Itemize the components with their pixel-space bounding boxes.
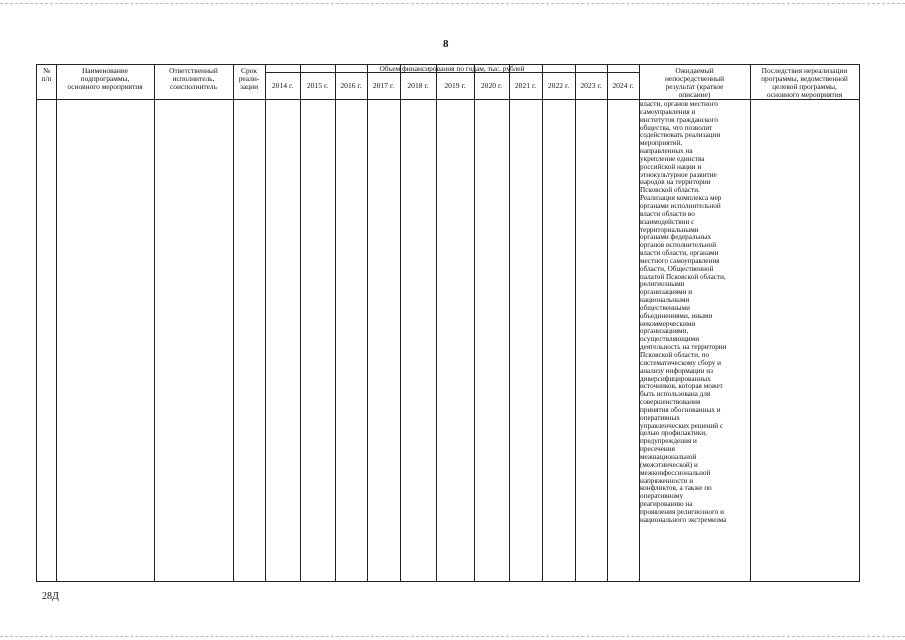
expected-result-line: органами федеральных (640, 233, 712, 242)
expected-result-line: деятельность на территории (640, 343, 727, 352)
header-funding-group: Объем финансирования по годам, тыс. рублей (379, 64, 525, 73)
expected-result-line: объединениями, иными (640, 311, 713, 320)
scan-edge-top (0, 3, 905, 4)
header-year: 2014 г. (271, 81, 294, 90)
expected-result-line: Псковской области, по (640, 351, 710, 359)
expected-result-line: национальными (640, 296, 690, 305)
header-year: 2019 г. (444, 81, 466, 90)
header-year: 2022 г. (547, 81, 570, 90)
expected-result-line: территориальными (640, 225, 699, 234)
col-divider (542, 65, 543, 581)
header-executor: Ответственный исполнитель, соисполнитель (169, 66, 218, 91)
expected-result-line: религиозными (640, 280, 685, 289)
expected-result-line: власти области во (640, 209, 695, 218)
expected-result-line: укрепление единства (640, 154, 705, 163)
expected-result-line: (межэтнической) и (640, 460, 698, 469)
header-consequences: Последствия нереализации программы, ведомственной целевой программы, основного мероприятия (761, 66, 848, 99)
header-year: 2023 г. (580, 81, 602, 90)
header-num: № п/п (41, 66, 52, 83)
expected-result-line: институтов гражданского (640, 115, 719, 124)
expected-result-line: российской нации и (640, 162, 702, 171)
col-divider (436, 65, 437, 581)
scan-edge-bottom (0, 636, 905, 637)
expected-result-line: систематическому сбору и (640, 358, 722, 367)
expected-result-line: направленных на (640, 147, 693, 156)
col-divider (607, 65, 608, 581)
header-divider (37, 99, 859, 100)
expected-result-line: организациями и (640, 288, 693, 297)
expected-result-text (640, 101, 749, 525)
header-year: 2015 г. (306, 81, 329, 90)
header-year: 2024 г. (612, 81, 634, 90)
expected-result-line: власти области, органами (640, 249, 719, 258)
expected-result-line: диверсифицированных (640, 374, 711, 383)
expected-result-line: проявления религиозного и (640, 507, 724, 516)
header-expected-result: Ожидаемый непосредственный результат (краткое описание) (664, 66, 725, 99)
expected-result-line: взаимодействии с (640, 217, 695, 226)
col-divider (509, 65, 510, 581)
expected-result-line: общественными (640, 303, 690, 312)
expected-result-line: самоуправления и (640, 107, 696, 116)
expected-result-line: межконфессиональной (640, 468, 711, 477)
expected-result-line: пресечения (640, 445, 675, 454)
expected-result-line: осуществляющими (640, 335, 700, 344)
expected-result-line: местного самоуправления (640, 256, 720, 265)
expected-result-line: быть использована для (640, 390, 711, 399)
header-year: 2017 г. (372, 81, 395, 90)
expected-result-line: народов на территории (640, 178, 711, 187)
expected-result-line: мероприятий, (640, 139, 683, 148)
expected-result-line: органами исполнительной (640, 201, 721, 210)
expected-result-line: межнациональной (640, 452, 697, 461)
expected-result-line: оперативному (640, 492, 684, 501)
col-divider (335, 65, 336, 581)
expected-result-line: анализу информации из (640, 366, 713, 375)
expected-result-line: оперативных (640, 413, 680, 422)
expected-result-line: общества, что позволит (640, 123, 713, 132)
page-number: 8 (443, 38, 449, 50)
expected-result-line: некоммерческими (640, 319, 696, 328)
expected-result-line: напряженности и (640, 476, 694, 485)
col-divider (265, 65, 266, 581)
expected-result-line: Реализация комплекса мер (640, 194, 722, 203)
expected-result-line: содействовать реализации (640, 131, 721, 140)
expected-result-line: этнокультурное развитие (640, 170, 717, 179)
expected-result-line: органов исполнительной (640, 241, 717, 250)
expected-result-line: организациями, (640, 327, 689, 336)
header-year: 2020 г. (480, 81, 503, 90)
col-divider (474, 65, 475, 581)
expected-result-line: предупреждения и (640, 437, 697, 446)
header-name: Наименование подпрограммы, основного мероприятия (67, 66, 143, 91)
expected-result-line: Псковской области. (640, 186, 700, 195)
header-year: 2018 г. (407, 81, 429, 90)
expected-result-line: принятия обоснованных и (640, 405, 721, 414)
funding-table (36, 64, 860, 582)
expected-result-line: совершенствования (640, 398, 701, 407)
expected-result-line: реагированию на (640, 500, 693, 509)
expected-result-line: палатой Псковской области, (640, 272, 726, 281)
col-divider (300, 65, 301, 581)
col-divider (575, 65, 576, 581)
col-divider (56, 65, 57, 581)
expected-result-line: управленческих решений с (640, 421, 724, 430)
expected-result-line: источников, которая может (640, 382, 723, 391)
header-period: Срок реали- зации (238, 66, 260, 91)
header-year: 2021 г. (514, 81, 537, 90)
expected-result-line: национального экстремизма (640, 515, 727, 524)
footer-code: 28Д (42, 591, 59, 602)
expected-result-line: конфликтов, а также по (640, 484, 712, 493)
expected-result-line: целью профилактики, (640, 429, 707, 438)
expected-result-line: власти, органов местного (640, 100, 718, 108)
header-year: 2016 г. (340, 81, 362, 90)
expected-result-line: области, Общественной (640, 264, 714, 273)
col-divider (367, 65, 368, 581)
col-divider (750, 65, 751, 581)
col-divider (233, 65, 234, 581)
col-divider (400, 65, 401, 581)
col-divider (154, 65, 155, 581)
